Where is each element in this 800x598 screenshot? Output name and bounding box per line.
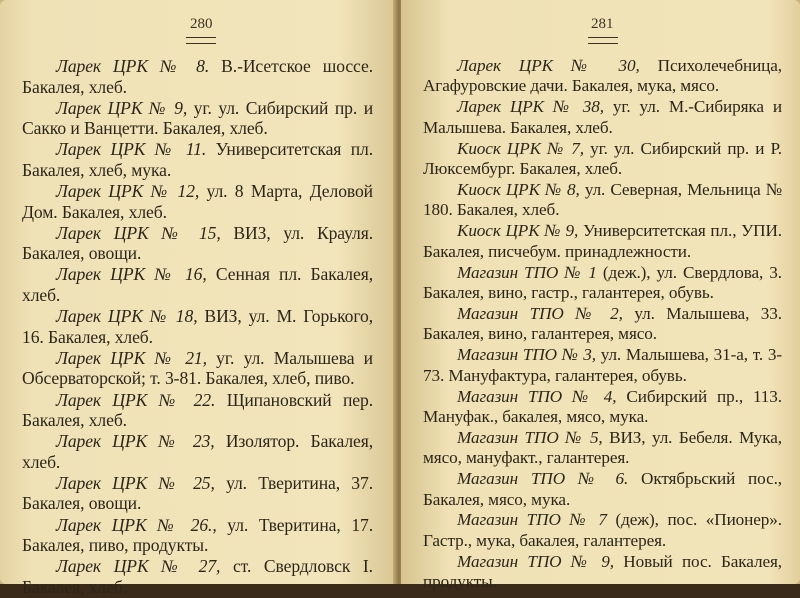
entry-name: Магазин ТПО № 4,: [457, 386, 617, 406]
entry-name: Магазин ТПО № 2,: [457, 303, 623, 323]
entry-list: [401, 56, 800, 593]
entry-text: ул. Малышева, 33. Бакалея, вино, галантерея, мясо.: [423, 303, 782, 344]
list-item: [22, 181, 373, 222]
entry-name: Ларек ЦРК № 8.: [56, 56, 210, 76]
entry-text: ВИЗ, ул. М. Горького, 16. Бакалея, хлеб.: [22, 306, 373, 347]
list-item: [22, 56, 373, 97]
entry-name: Ларек ЦРК № 38,: [457, 97, 604, 117]
entry-name: Ларек ЦРК № 26.,: [56, 514, 217, 535]
list-item: [423, 97, 782, 138]
list-item: [423, 139, 782, 180]
entry-name: Ларек ЦРК № 30,: [457, 56, 640, 75]
entry-name: Киоск ЦРК № 9,: [457, 221, 579, 241]
list-item: [423, 552, 782, 593]
list-item: [22, 556, 373, 597]
entry-text: уг. ул. Сибирский пр. и Сакко и Ванцетти. Бакалея, хлеб.: [22, 97, 374, 139]
entry-text: Сибирский пр., 113. Мануфак., бакалея, мясо, мука.: [423, 386, 782, 426]
header-rule: [588, 37, 618, 44]
entry-text: ул. Тверитина, 37. Бакалея, овощи.: [22, 472, 374, 514]
entry-text: В.-Исетское шоссе. Бакалея, хлеб.: [22, 56, 373, 97]
entry-text: уг. ул. Сибирский пр. и Р. Люксембург. Бакалея, хлеб.: [423, 138, 782, 179]
entry-text: ул. 8 Марта, Деловой Дом. Бакалея, хлеб.: [22, 181, 373, 222]
entry-text: Октябрьский пос., Бакалея, мясо, мука.: [423, 469, 782, 509]
entry-name: Магазин ТПО № 6.: [457, 469, 629, 489]
list-item: [423, 304, 782, 345]
entry-text: (деж), пос. «Пионер». Гастр., мука, бакалея, галантерея.: [423, 510, 782, 550]
list-item: [22, 98, 373, 139]
entry-text: (деж.), ул. Свердлова, 3. Бакалея, вино, гастр., галантерея, обувь.: [423, 262, 782, 302]
list-item: [22, 139, 373, 180]
entry-name: Магазин ТПО № 9,: [457, 551, 614, 571]
page-number: 280: [190, 16, 213, 32]
entry-text: ВИЗ, ул. Бебеля. Мука, мясо, мануфакт., галантерея.: [423, 427, 782, 468]
entry-text: ул. Малышева, 31-а, т. 3-73. Мануфактура, галантерея, обувь.: [423, 345, 782, 385]
entry-name: Магазин ТПО № 3,: [457, 345, 596, 365]
list-item: [423, 510, 782, 551]
entry-name: Ларек ЦРК № 21,: [56, 347, 207, 368]
list-item: [22, 390, 373, 431]
entry-name: Ларек ЦРК № 18,: [56, 306, 198, 327]
list-item: [423, 387, 782, 428]
entry-name: Ларек ЦРК № 11.: [56, 139, 207, 160]
entry-text: Университетская пл. Бакалея, хлеб, мука.: [22, 139, 374, 180]
entry-name: Ларек ЦРК № 9,: [56, 97, 188, 118]
entry-name: Ларек ЦРК № 12,: [56, 181, 200, 202]
entry-name: Магазин ТПО № 1: [457, 262, 597, 282]
entry-name: Ларек ЦРК № 25,: [56, 472, 215, 493]
entry-text: ул. Северная, Мельница № 180. Бакалея, хлеб.: [423, 179, 782, 220]
entry-name: Ларек ЦРК № 22.: [56, 389, 216, 410]
list-item: [423, 56, 782, 97]
list-item: [22, 473, 373, 514]
list-item: [423, 263, 782, 304]
header-rule: [186, 37, 216, 44]
entry-text: Изолятор. Бакалея, хлеб.: [22, 431, 373, 472]
list-item: [22, 431, 373, 472]
entry-name: Магазин ТПО № 7: [457, 510, 607, 530]
list-item: [22, 223, 373, 264]
entry-text: Психолечебница, Агафуровские дачи. Бакалея, мука, мясо.: [423, 56, 782, 96]
entry-text: Университетская пл., УПИ. Бакалея, писчебум. принадлежности.: [423, 221, 782, 261]
entry-text: ул. Тверитина, 17. Бакалея, пиво, продукты.: [22, 514, 374, 556]
entry-list: [0, 56, 397, 598]
entry-name: Ларек ЦРК № 16,: [56, 264, 207, 285]
left-page: [0, 0, 397, 597]
list-item: [22, 264, 373, 305]
entry-text: уг. ул. Малышева и Обсерваторской; т. 3-81. Бакалея, хлеб, пиво.: [22, 347, 373, 389]
entry-text: Щипановский пер. Бакалея, хлеб.: [22, 389, 373, 431]
list-item: [22, 515, 373, 556]
list-item: [423, 180, 782, 221]
list-item: [423, 345, 782, 386]
right-page: [401, 0, 800, 592]
list-item: [22, 306, 373, 347]
list-item: [423, 221, 782, 262]
entry-name: Киоск ЦРК № 7,: [457, 138, 584, 158]
entry-text: Сенная пл. Бакалея, хлеб.: [22, 264, 373, 306]
entry-text: уг. ул. М.-Сибиряка и Малышева. Бакалея, хлеб.: [423, 97, 782, 137]
entry-name: Магазин ТПО № 5,: [457, 427, 603, 447]
entry-text: ВИЗ, ул. Крауля. Бакалея, овощи.: [22, 222, 373, 264]
entry-name: Ларек ЦРК № 27,: [56, 556, 221, 577]
list-item: [423, 469, 782, 510]
entry-text: ст. Свердловск I. Бакалея, хлеб.: [22, 556, 373, 597]
list-item: [22, 348, 373, 389]
entry-name: Ларек ЦРК № 15,: [56, 222, 221, 243]
list-item: [423, 428, 782, 469]
entry-text: Новый пос. Бакалея, продукты.: [423, 551, 782, 592]
page-number: 281: [591, 16, 614, 32]
entry-name: Ларек ЦРК № 23,: [56, 431, 215, 452]
entry-name: Киоск ЦРК № 8,: [457, 179, 580, 199]
